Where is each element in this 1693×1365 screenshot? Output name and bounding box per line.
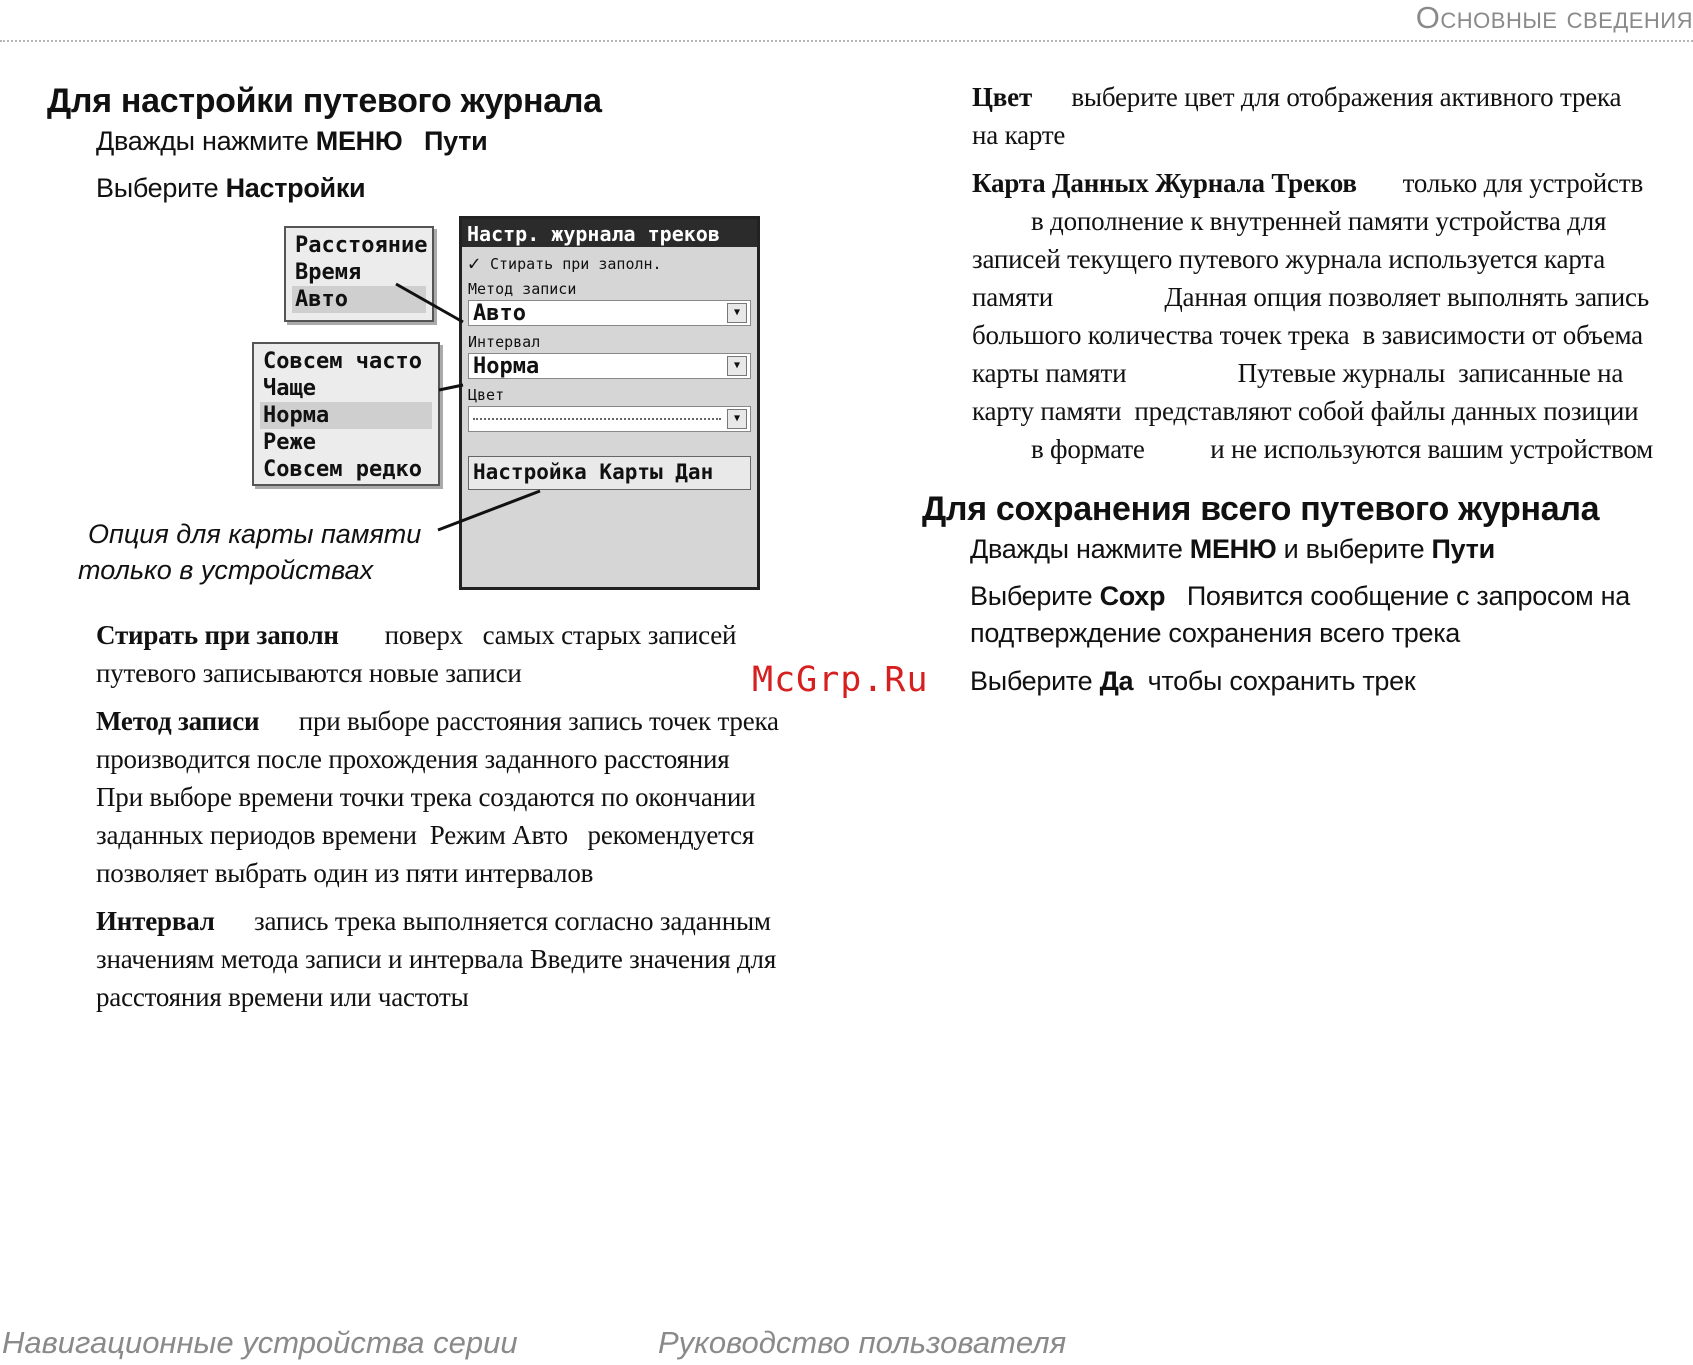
card-option-caption-line-1: Опция для карты памяти — [88, 519, 422, 549]
step-text: Появится сообщение с запросом на — [1165, 581, 1630, 611]
step-key-menu: МЕНЮ — [1189, 534, 1277, 564]
def-term: Стирать при заполн — [96, 620, 339, 650]
section-title: Основные сведения — [1415, 0, 1693, 35]
method-option-time[interactable]: Время — [295, 260, 362, 285]
right-section-heading: Для сохранения всего путевого журнала — [922, 490, 1600, 528]
footer-manual: Руководство пользователя — [658, 1325, 1067, 1360]
right-step-3 — [970, 664, 1415, 698]
def-wrap-when-full — [96, 616, 836, 692]
def-interval — [96, 902, 836, 1016]
right-step-2-cont: подтверждение сохранения всего трека — [970, 618, 1461, 648]
def-line: большого количества точек трека в зависимости от объема — [972, 320, 1643, 350]
chevron-down-icon[interactable]: ▼ — [727, 303, 747, 323]
step-text: Дважды нажмите — [970, 534, 1190, 564]
wrap-when-full-label: Стирать при заполн. — [490, 255, 662, 273]
interval-option-normal[interactable]: Норма — [260, 402, 432, 429]
right-step-2 — [970, 579, 1630, 613]
def-line: позволяет выбрать один из пяти интервалов — [96, 858, 594, 888]
interval-option-more-often[interactable]: Чаще — [263, 376, 316, 401]
def-record-method — [96, 702, 836, 892]
def-line: карту памяти представляют собой файлы данных позиции — [972, 396, 1639, 426]
def-line: только для устройств — [1356, 168, 1643, 198]
step-text: Выберите — [970, 581, 1100, 611]
def-line: поверх самых старых записей — [338, 620, 737, 650]
right-step-1 — [970, 532, 1495, 566]
def-line: производится после прохождения заданного расстояния — [96, 744, 730, 774]
step-text: чтобы сохранить трек — [1133, 666, 1416, 696]
interval-option-least-often[interactable]: Совсем редко — [263, 457, 422, 482]
def-line: в формате и не используются вашим устройством — [972, 434, 1654, 464]
interval-value: Норма — [473, 353, 540, 379]
interval-label: Интервал — [468, 333, 541, 351]
step-key-yes: Да — [1099, 666, 1134, 696]
def-color — [972, 78, 1684, 154]
def-term: Цвет — [972, 82, 1033, 112]
footer-series: Навигационные устройства серии — [2, 1325, 518, 1360]
def-term: Карта Данных Журнала Треков — [972, 168, 1357, 198]
chevron-down-icon[interactable]: ▼ — [727, 409, 747, 429]
step-key-menu: МЕНЮ — [315, 126, 403, 156]
card-setup-button[interactable]: Настройка Карты Дан — [468, 456, 751, 490]
def-line: значениям метода записи и интервала Введите значения для — [96, 944, 777, 974]
left-definitions — [96, 616, 836, 1026]
def-term: Интервал — [96, 906, 215, 936]
def-line: расстояния времени или частоты — [96, 982, 469, 1012]
def-line: записей текущего путевого журнала используется карта — [972, 244, 1605, 274]
screen-title: Настр. журнала треков — [462, 219, 757, 247]
interval-option-less-often[interactable]: Реже — [263, 430, 316, 455]
left-section-heading: Для настройки путевого журнала — [47, 82, 602, 120]
step-text: Выберите — [970, 666, 1100, 696]
record-method-value: Авто — [473, 300, 526, 326]
step-key-tracks: Пути — [424, 126, 488, 156]
checkmark-icon[interactable]: ✓ — [468, 251, 481, 275]
def-line: памяти Данная опция позволяет выполнять запись — [972, 282, 1649, 312]
def-line: при выборе расстояния запись точек трека — [259, 706, 779, 736]
def-card-data — [972, 164, 1684, 468]
record-method-label: Метод записи — [468, 280, 577, 298]
def-term: Метод записи — [96, 706, 260, 736]
def-line: карты памяти Путевые журналы записанные на — [972, 358, 1624, 388]
right-definitions — [972, 78, 1684, 478]
step-key-setup: Настройки — [225, 173, 366, 203]
callout-line-method — [396, 284, 463, 322]
callout-line-interval — [439, 385, 463, 390]
def-line: заданных периодов времени Режим Авто рекомендуется — [96, 820, 755, 850]
step-key-save: Сохр — [1099, 581, 1166, 611]
def-line: в дополнение к внутренней памяти устройства для — [972, 206, 1607, 236]
def-line: выберите цвет для отображения активного трека — [1032, 82, 1622, 112]
method-option-distance[interactable]: Расстояние — [295, 233, 428, 258]
def-line: При выборе времени точки трека создаются по окончании — [96, 782, 756, 812]
step-key-tracks: Пути — [1431, 534, 1495, 564]
callout-line-card — [438, 491, 540, 530]
def-line: запись трека выполняется согласно заданным — [214, 906, 771, 936]
step-text: и выберите — [1276, 534, 1432, 564]
interval-option-most-often[interactable]: Совсем часто — [263, 349, 422, 374]
def-line: путевого записываются новые записи — [96, 658, 522, 688]
def-line: на карте — [972, 120, 1066, 150]
method-option-auto[interactable]: Авто — [292, 286, 426, 313]
step-text: Выберите — [96, 173, 226, 203]
step-text: Дважды нажмите — [96, 126, 316, 156]
color-label: Цвет — [468, 386, 505, 404]
watermark: McGrp.Ru — [752, 660, 929, 700]
card-option-caption-line-2: только в устройствах — [78, 555, 374, 585]
chevron-down-icon[interactable]: ▼ — [727, 356, 747, 376]
